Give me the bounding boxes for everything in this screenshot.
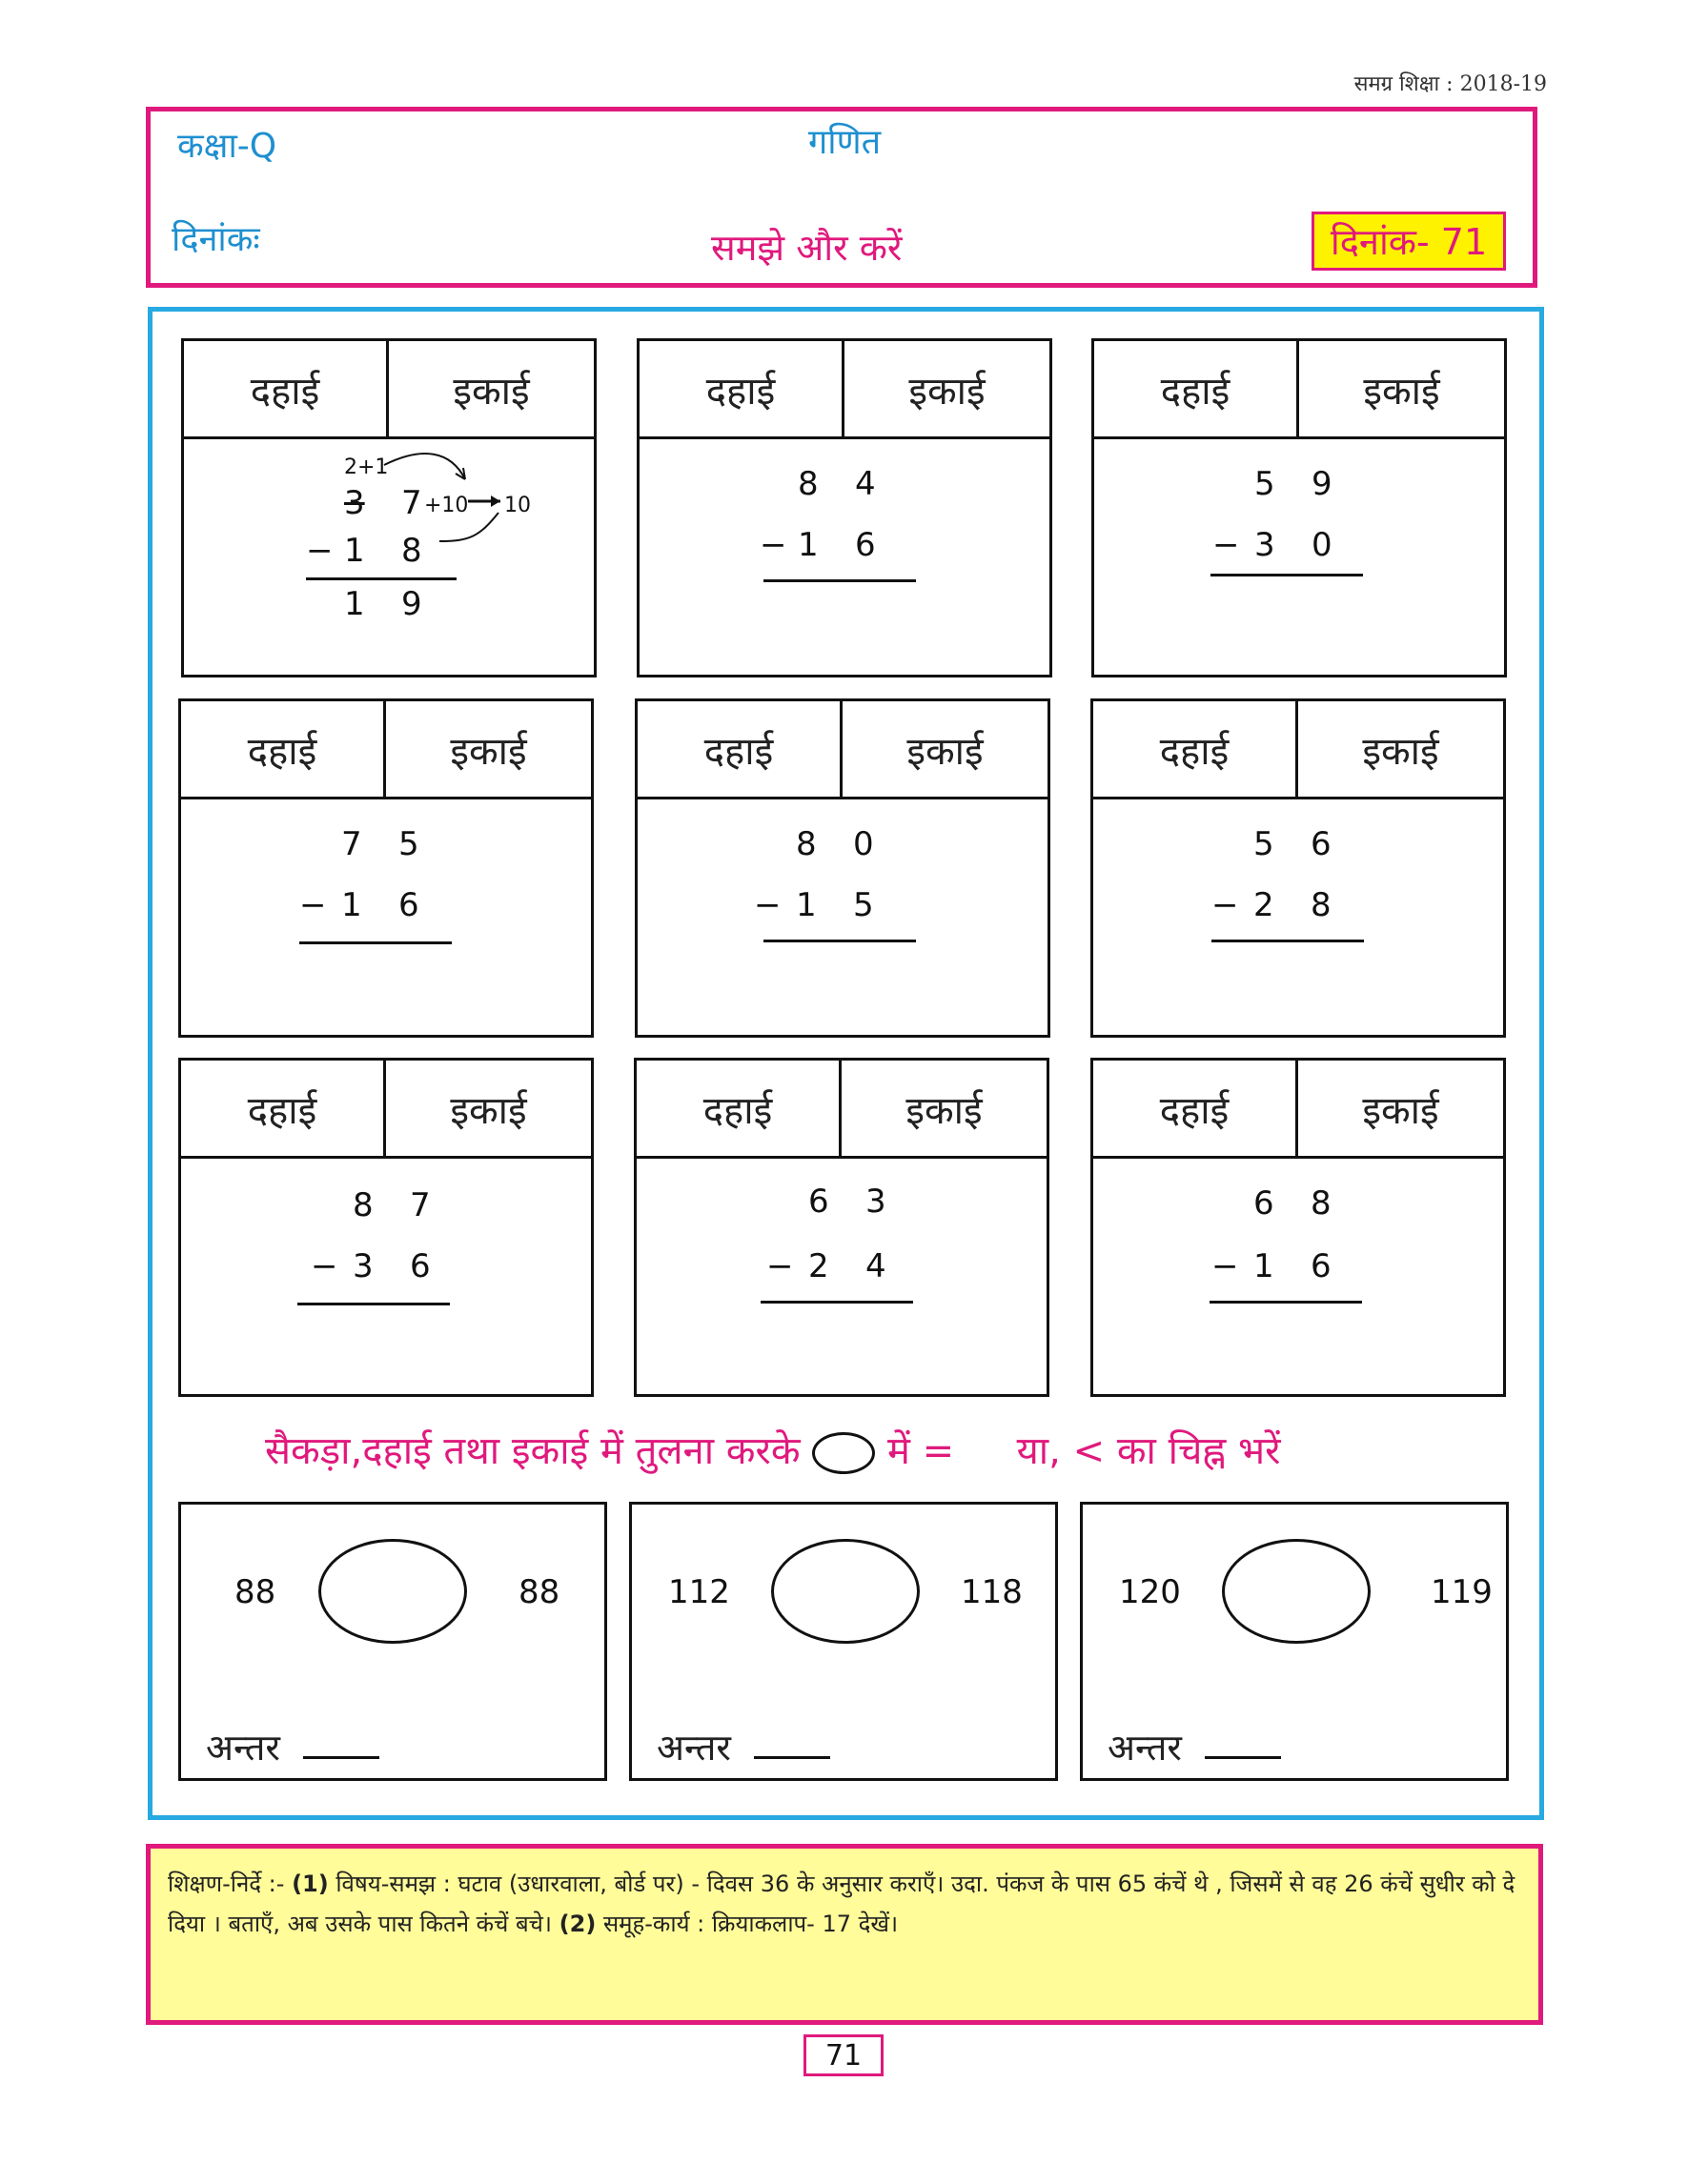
top-ones-digit: 6 bbox=[1311, 825, 1332, 863]
left-number: 112 bbox=[668, 1573, 730, 1611]
answer-line bbox=[763, 579, 916, 582]
right-number: 118 bbox=[961, 1573, 1023, 1611]
bottom-ones-digit: 8 bbox=[1311, 886, 1332, 924]
answer-ones-digit: 9 bbox=[401, 585, 422, 623]
bottom-tens-digit: 1 bbox=[341, 886, 362, 924]
top-tens-digit: 6 bbox=[808, 1183, 829, 1221]
place-value-header bbox=[637, 1061, 1047, 1159]
bottom-tens-digit: 1 bbox=[1253, 1247, 1274, 1285]
top-tens-digit: 3 bbox=[344, 484, 365, 522]
top-ones-digit: 9 bbox=[1312, 465, 1332, 503]
place-value-header bbox=[1093, 1061, 1503, 1159]
minus-sign: − bbox=[1211, 886, 1239, 924]
left-number: 120 bbox=[1119, 1573, 1181, 1611]
minus-sign: − bbox=[754, 886, 782, 924]
plus-ten-note: +10 bbox=[424, 494, 469, 517]
difference-blank[interactable] bbox=[303, 1756, 379, 1759]
problem-card-8 bbox=[634, 1058, 1049, 1397]
minus-sign: − bbox=[766, 1247, 794, 1285]
minus-sign: − bbox=[1212, 526, 1240, 564]
bottom-tens-digit: 1 bbox=[344, 532, 365, 570]
oval-icon bbox=[812, 1432, 875, 1474]
place-value-header bbox=[1094, 341, 1504, 439]
activity-title: समझे और करें bbox=[711, 227, 903, 269]
answer-line bbox=[761, 1301, 913, 1304]
class-label: कक्षा-Q bbox=[177, 127, 277, 166]
date-label: दिनांकः bbox=[172, 220, 260, 259]
problem-card-5 bbox=[635, 698, 1050, 1038]
left-number: 88 bbox=[234, 1573, 276, 1611]
minus-sign: − bbox=[760, 526, 787, 564]
bottom-tens-digit: 2 bbox=[808, 1247, 829, 1285]
answer-line bbox=[1210, 574, 1363, 576]
answer-oval[interactable] bbox=[1222, 1539, 1371, 1644]
problem-card-9 bbox=[1090, 1058, 1506, 1397]
instruction-part1: सैकड़ा,दहाई तथा इकाई में तुलना करके bbox=[265, 1429, 801, 1473]
note-number-1: (1) bbox=[292, 1871, 329, 1897]
bottom-tens-digit: 2 bbox=[1253, 886, 1274, 924]
ones-label: इकाई bbox=[450, 729, 527, 774]
top-ones-digit: 7 bbox=[410, 1186, 431, 1224]
top-tens-digit: 5 bbox=[1254, 465, 1275, 503]
answer-line bbox=[297, 1303, 450, 1305]
problem-card-6 bbox=[1090, 698, 1506, 1038]
note-lead: शिक्षण-निर्दे :- bbox=[168, 1871, 285, 1897]
bottom-ones-digit: 6 bbox=[855, 526, 876, 564]
bottom-ones-digit: 4 bbox=[865, 1247, 886, 1285]
top-tens-digit: 8 bbox=[798, 465, 819, 503]
answer-line bbox=[1211, 940, 1364, 942]
top-tens-digit: 5 bbox=[1253, 825, 1274, 863]
minus-sign: − bbox=[1211, 1247, 1239, 1285]
tens-label: दहाई bbox=[181, 701, 386, 797]
top-tens-digit: 7 bbox=[341, 825, 362, 863]
bottom-tens-digit: 1 bbox=[796, 886, 817, 924]
answer-oval[interactable] bbox=[771, 1539, 920, 1644]
day-badge: दिनांक- 71 bbox=[1312, 212, 1506, 271]
bottom-tens-digit: 3 bbox=[1254, 526, 1275, 564]
ones-label: इकाई bbox=[1362, 729, 1439, 774]
bottom-tens-digit: 3 bbox=[353, 1247, 374, 1285]
compare-box-3 bbox=[1080, 1502, 1509, 1781]
difference-label: अन्तर bbox=[657, 1727, 731, 1769]
compare-box-2 bbox=[629, 1502, 1058, 1781]
top-ones-digit: 3 bbox=[865, 1183, 886, 1221]
answer-tens-digit: 1 bbox=[344, 585, 365, 623]
tens-label: दहाई bbox=[640, 341, 844, 436]
answer-oval[interactable] bbox=[318, 1539, 467, 1644]
note-number-2: (2) bbox=[559, 1911, 597, 1937]
place-value-header bbox=[181, 701, 591, 799]
ones-label: इकाई bbox=[1362, 1088, 1439, 1133]
ones-label: इकाई bbox=[1363, 369, 1440, 414]
compare-instruction bbox=[265, 1423, 1280, 1475]
top-tens-digit: 8 bbox=[796, 825, 817, 863]
tens-label: दहाई bbox=[1093, 1061, 1298, 1156]
tens-label: दहाई bbox=[181, 1061, 386, 1156]
right-number: 119 bbox=[1431, 1573, 1493, 1611]
subject-title: गणित bbox=[808, 123, 882, 162]
difference-blank[interactable] bbox=[754, 1756, 830, 1759]
ones-label: इकाई bbox=[906, 729, 984, 774]
bottom-ones-digit: 6 bbox=[1311, 1247, 1332, 1285]
minus-sign: − bbox=[311, 1247, 338, 1285]
difference-label: अन्तर bbox=[206, 1727, 280, 1769]
bottom-tens-digit: 1 bbox=[798, 526, 819, 564]
top-ones-digit: 7 bbox=[401, 484, 422, 522]
carry-note: 2+1 bbox=[344, 455, 389, 479]
difference-blank[interactable] bbox=[1205, 1756, 1281, 1759]
note-text-1: विषय-समझ : घटाव (उधारवाला, बोर्ड पर) - दिवस 36 के अनुसार कराएँ। उदा. पंकज के पास 65 कंचें थे , जिसमें से वह 26 कंचें सुधीर को दे दिया । बताएँ, अब उसके पास कितने कंचें बचे। bbox=[168, 1871, 1515, 1937]
top-tens-digit: 6 bbox=[1253, 1184, 1274, 1223]
answer-line bbox=[1210, 1301, 1362, 1304]
ones-label: इकाई bbox=[908, 369, 986, 414]
note-text-2: समूह-कार्य : क्रियाकलाप- 17 देखें। bbox=[602, 1911, 899, 1937]
top-ones-digit: 8 bbox=[1311, 1184, 1332, 1223]
bottom-ones-digit: 6 bbox=[410, 1247, 431, 1285]
top-ones-digit: 4 bbox=[855, 465, 876, 503]
answer-line bbox=[763, 940, 916, 942]
ones-label: इकाई bbox=[905, 1088, 983, 1133]
ones-label: इकाई bbox=[450, 1088, 527, 1133]
tens-label: दहाई bbox=[637, 1061, 842, 1156]
answer-line bbox=[306, 577, 457, 580]
place-value-header bbox=[640, 341, 1049, 439]
place-value-header bbox=[181, 1061, 591, 1159]
problem-card-3 bbox=[1091, 338, 1507, 677]
answer-line bbox=[299, 941, 452, 944]
right-number: 88 bbox=[519, 1573, 560, 1611]
arrow-result-note: 10 bbox=[504, 494, 531, 517]
top-note: समग्र शिक्षा : 2018-19 bbox=[1353, 72, 1547, 96]
problem-card-1 bbox=[181, 338, 597, 677]
bottom-ones-digit: 5 bbox=[853, 886, 874, 924]
minus-sign: − bbox=[306, 532, 334, 570]
minus-sign: − bbox=[299, 886, 327, 924]
bottom-ones-digit: 6 bbox=[398, 886, 419, 924]
difference-label: अन्तर bbox=[1108, 1727, 1182, 1769]
place-value-header bbox=[184, 341, 594, 439]
instruction-part2: में = bbox=[887, 1429, 955, 1473]
tens-label: दहाई bbox=[1094, 341, 1299, 436]
tens-label: दहाई bbox=[184, 341, 389, 436]
bottom-ones-digit: 8 bbox=[401, 532, 422, 570]
bottom-ones-digit: 0 bbox=[1312, 526, 1332, 564]
page-number: 71 bbox=[803, 2034, 884, 2076]
top-tens-digit: 8 bbox=[353, 1186, 374, 1224]
ones-label: इकाई bbox=[453, 369, 530, 414]
teacher-note bbox=[146, 1844, 1543, 2025]
problem-card-4 bbox=[178, 698, 594, 1038]
place-value-header bbox=[1093, 701, 1503, 799]
top-ones-digit: 0 bbox=[853, 825, 874, 863]
header-box bbox=[146, 107, 1537, 288]
tens-label: दहाई bbox=[638, 701, 843, 797]
problem-card-2 bbox=[637, 338, 1052, 677]
instruction-part3: या, < का चिह्न भरें bbox=[1016, 1429, 1281, 1473]
place-value-header bbox=[638, 701, 1047, 799]
compare-box-1 bbox=[178, 1502, 607, 1781]
tens-label: दहाई bbox=[1093, 701, 1298, 797]
top-ones-digit: 5 bbox=[398, 825, 419, 863]
problem-card-7 bbox=[178, 1058, 594, 1397]
